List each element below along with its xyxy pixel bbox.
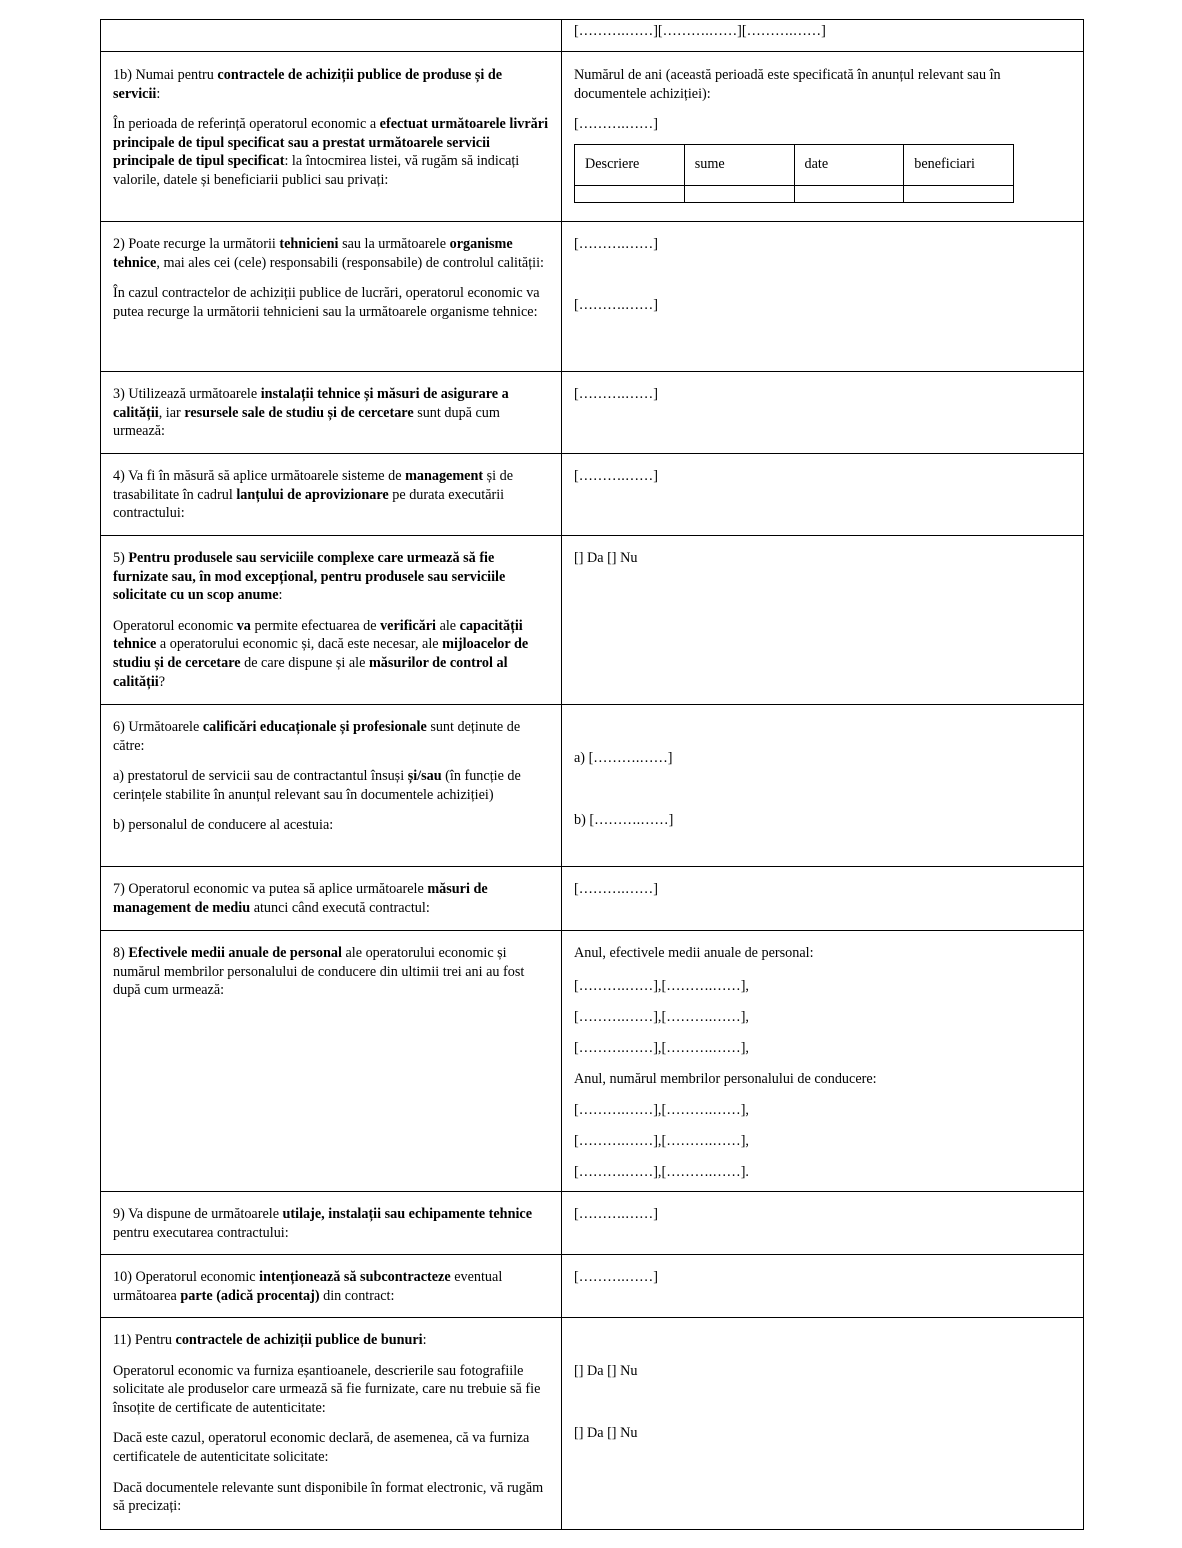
table-row	[101, 931, 1084, 1192]
table-row	[101, 536, 1084, 705]
deliveries-table	[574, 144, 1014, 203]
bold-text: parte (adică procentaj)	[180, 1287, 320, 1304]
bold-text: utilaje, instalații sau echipamente tehnice	[282, 1206, 532, 1222]
question-text: b) personalul de conducere al acestuia:	[113, 817, 334, 834]
question-text	[113, 467, 551, 523]
answer-cell	[562, 20, 1084, 52]
question-text: În cazul contractelor de achiziții publice de lucrări, operatorul economic va putea recurge la următorii tehnicieni sau la următoarele organisme tehnice:	[113, 285, 540, 320]
bold-text: calificări educaționale și profesionale	[202, 719, 427, 735]
answer-placeholder: [……….……],[……….……],	[574, 977, 749, 994]
question-text	[113, 1331, 551, 1350]
text-span: (în funcție de cerințele stabilite în anunțul relevant sau în documentele achiziției)	[113, 768, 521, 803]
question-text	[113, 944, 551, 1000]
table-row	[101, 20, 1084, 52]
question-text	[113, 617, 551, 691]
question-text: Dacă este cazul, operatorul economic declară, de asemenea, că va furniza certificatele de autenticitate solicitate:	[113, 1430, 530, 1465]
answer-placeholder: [……….……][……….……][……….……]	[574, 23, 826, 39]
text-span: :	[156, 85, 161, 102]
bold-text: management	[405, 468, 484, 484]
question-cell	[101, 222, 562, 372]
bold-text: Pentru produsele sau serviciile complexe care urmează să fie furnizate sau, în mod excepțional, pentru produsele sau serviciile solicitate cu un scop anume	[113, 550, 506, 604]
answer-cell	[562, 1192, 1084, 1255]
text-span: 6) Următoarele	[113, 719, 203, 735]
text-span: :	[422, 1332, 427, 1348]
answer-cell	[562, 705, 1084, 867]
question-cell	[101, 536, 562, 705]
bold-text: resursele sale de studiu și de cercetare	[184, 404, 414, 421]
text-span: 8)	[113, 945, 129, 961]
bold-text: verificări	[380, 617, 437, 634]
table-cell[interactable]	[904, 185, 1014, 202]
answer-placeholder: [……….……]	[574, 1269, 658, 1285]
answer-placeholder: [……….……]	[574, 468, 658, 484]
column-header: beneficiari	[904, 144, 1014, 185]
bold-text: efectuat următoarele livrări principale de tipul specificat sau a prestat următoarele servicii principale de tipul specificat	[113, 116, 549, 170]
text-span: 7) Operatorul economic va putea să aplice următoarele	[113, 881, 428, 897]
answer-cell	[562, 867, 1084, 931]
answer-cell	[562, 52, 1084, 222]
answer-placeholder: [……….……]	[574, 386, 658, 402]
question-cell	[101, 1255, 562, 1318]
answer-placeholder: [……….……],[……….……].	[574, 1163, 749, 1180]
text-span: pentru executarea contractului:	[113, 1224, 289, 1241]
text-span: 1b) Numai pentru	[113, 67, 218, 83]
question-text	[113, 1268, 551, 1305]
bold-text: măsurilor de control al calității	[113, 654, 508, 690]
bold-text: instalații tehnice și măsuri de asigurare a calității	[113, 386, 509, 421]
text-span: 3) Utilizează următoarele	[113, 386, 261, 402]
answer-placeholder: [……….……]	[574, 881, 658, 897]
table-header-row	[575, 144, 1014, 185]
question-cell	[101, 867, 562, 931]
answer-cell	[562, 372, 1084, 454]
table-row	[575, 185, 1014, 202]
text-span: permite efectuarea de	[250, 617, 381, 634]
answer-placeholder: [……….……],[……….……],	[574, 1008, 749, 1025]
table-cell[interactable]	[575, 185, 685, 202]
text-span: sunt deținute de către:	[113, 719, 521, 754]
bold-text: tehnicieni	[279, 236, 339, 252]
bold-text: intenționează să subcontracteze	[259, 1269, 451, 1285]
bold-text: capacității tehnice	[113, 617, 523, 653]
answer-placeholder: [……….……]	[574, 116, 658, 133]
yes-no-checkbox[interactable]: [] Da [] Nu	[574, 1363, 638, 1379]
text-span: ale	[436, 617, 460, 634]
yes-no-checkbox[interactable]: [] Da [] Nu	[574, 1424, 638, 1441]
table-row	[101, 222, 1084, 372]
column-header: sume	[684, 144, 794, 185]
bold-text: măsuri de management de mediu	[113, 881, 488, 916]
question-cell	[101, 454, 562, 536]
answer-cell	[562, 1318, 1084, 1530]
answer-placeholder: [……….……],[……….……],	[574, 1039, 749, 1056]
text-span: În perioada de referință operatorul economic a	[113, 116, 380, 133]
answer-placeholder: [……….……]	[574, 1206, 658, 1222]
question-cell	[101, 52, 562, 222]
answer-cell	[562, 536, 1084, 705]
question-cell	[101, 20, 562, 52]
bold-text: organisme tehnice	[113, 236, 513, 271]
table-row	[101, 1318, 1084, 1530]
answer-cell	[562, 1255, 1084, 1318]
table-row	[101, 1255, 1084, 1318]
table-row	[101, 1192, 1084, 1255]
text-span: 2) Poate recurge la următorii	[113, 236, 280, 252]
staff-label: Anul, efectivele medii anuale de personal:	[574, 945, 814, 961]
table-row	[101, 372, 1084, 454]
table-row	[101, 52, 1084, 222]
bold-text: mijloacelor de studiu și de cercetare	[113, 636, 529, 671]
table-cell[interactable]	[684, 185, 794, 202]
answer-placeholder: [……….……]	[574, 296, 658, 313]
question-text	[113, 880, 551, 917]
table-row	[101, 705, 1084, 867]
yes-no-checkbox[interactable]: [] Da [] Nu	[574, 550, 638, 566]
text-span: sau la următoarele	[338, 236, 450, 252]
text-span: eventual următoarea	[113, 1269, 503, 1304]
text-span: ale operatorului economic și numărul membrilor personalului de conducere din ultimii trei ani au fost după cum urmează:	[113, 945, 525, 999]
question-cell	[101, 705, 562, 867]
text-span: 9) Va dispune de următoarele	[113, 1206, 283, 1222]
question-cell	[101, 1318, 562, 1530]
text-span: a operatorului economic și, dacă este necesar, ale	[156, 636, 443, 653]
management-label: Anul, numărul membrilor personalului de conducere:	[574, 1070, 877, 1087]
column-header: date	[794, 144, 904, 185]
text-span: :	[278, 587, 283, 604]
text-span: 10) Operatorul economic	[113, 1269, 260, 1285]
question-text: Operatorul economic va furniza eșantioanele, descrierile sau fotografiile solicitate ale produselor care urmează să fie furnizate, care nu trebuie să fie însoțite de certificate de autenticitate:	[113, 1362, 541, 1416]
text-span: : la întocmirea listei, vă rugăm să indicați valorile, datele și beneficiarii publici sau privați:	[113, 153, 520, 188]
answer-placeholder: [……….……]	[574, 236, 658, 252]
text-span: 4) Va fi în măsură să aplice următoarele sisteme de	[113, 468, 406, 484]
answer-placeholder: a) [……….……]	[574, 750, 673, 766]
text-span: 5)	[113, 550, 129, 566]
answer-placeholder: [……….……],[……….……],	[574, 1101, 749, 1118]
question-cell	[101, 1192, 562, 1255]
text-span: 11) Pentru	[113, 1332, 176, 1348]
bold-text: lanțului de aprovizionare	[236, 486, 389, 503]
question-text: Dacă documentele relevante sunt disponibile în format electronic, vă rugăm să precizați:	[113, 1479, 544, 1515]
bold-text: Efectivele medii anuale de personal	[128, 945, 342, 961]
question-text	[113, 718, 551, 755]
question-text	[113, 385, 551, 441]
question-text	[113, 549, 551, 605]
bold-text: contractele de achiziții publice de produse și de servicii	[113, 67, 503, 102]
answer-placeholder: [……….……],[……….……],	[574, 1132, 749, 1149]
text-span: , iar	[158, 404, 185, 421]
question-text	[113, 235, 551, 272]
column-header: Descriere	[575, 144, 685, 185]
bold-text: contractele de achiziții publice de bunuri	[175, 1332, 423, 1348]
question-text	[113, 115, 551, 189]
text-span: Operatorul economic	[113, 617, 237, 634]
question-text	[113, 1205, 551, 1242]
years-label: Numărul de ani (această perioadă este specificată în anunțul relevant sau în documentele achiziției):	[574, 67, 1001, 102]
table-row	[101, 454, 1084, 536]
answer-cell	[562, 931, 1084, 1192]
table-row	[101, 867, 1084, 931]
question-cell	[101, 372, 562, 454]
text-span: a) prestatorul de servicii sau de contractantul însuși	[113, 768, 408, 785]
table-cell[interactable]	[794, 185, 904, 202]
text-span: atunci când execută contractul:	[250, 899, 430, 916]
text-span: pe durata executării contractului:	[113, 486, 505, 522]
criteria-table	[100, 19, 1084, 1530]
bold-text: și/sau	[407, 768, 442, 785]
text-span: de care dispune și ale	[240, 654, 369, 671]
text-span: din contract:	[319, 1287, 395, 1304]
text-span: și de trasabilitate în cadrul	[113, 468, 514, 503]
answer-cell	[562, 454, 1084, 536]
text-span: ?	[158, 673, 166, 690]
answer-cell	[562, 222, 1084, 372]
question-text	[113, 767, 551, 804]
question-text	[113, 66, 551, 103]
text-span: sunt după cum urmează:	[113, 404, 500, 440]
question-cell	[101, 931, 562, 1192]
text-span: , mai ales cei (cele) responsabili (responsabile) de controlul calității:	[156, 254, 544, 271]
answer-placeholder: b) [……….……]	[574, 811, 674, 828]
bold-text: va	[236, 617, 251, 634]
